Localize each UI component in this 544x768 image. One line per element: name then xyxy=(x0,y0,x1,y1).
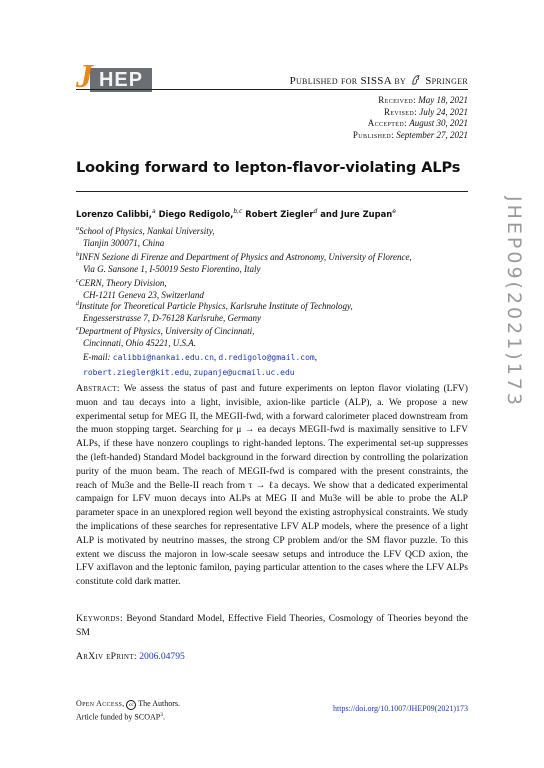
cc-icon: cc xyxy=(126,700,136,710)
affiliation-b: $^b$INFN Sezione di Firenze and Department of Physics and Astronomy, University of Florence, Via G. Sansone 1, I-50019 Sesto Fiorentino, Italy xyxy=(76,252,412,275)
date-published: Published: September 27, 2021 xyxy=(352,129,468,140)
email-block: E-mail: calibbi@nankai.edu.cn, d.redigolo@gmail.com, robert.ziegler@kit.edu, zupanje@ucmail.uc.edu xyxy=(76,350,468,380)
publisher-text: Published for SISSA by xyxy=(289,75,407,87)
springer-horse-icon xyxy=(410,74,421,85)
abstract xyxy=(76,382,468,589)
keywords-text: Beyond Standard Model, Effective Field Theories, Cosmology of Theories beyond the SM xyxy=(76,613,468,638)
arxiv-line xyxy=(76,651,185,662)
email-link[interactable]: d.redigolo@gmail.com xyxy=(218,353,315,362)
date-revised: Revised: July 24, 2021 xyxy=(383,106,468,117)
doi-link[interactable]: https://doi.org/10.1007/JHEP09(2021)173 xyxy=(333,704,468,713)
jhep-logo-hep-block: HEP xyxy=(90,68,152,92)
title-rule xyxy=(76,191,468,192)
email-link[interactable]: robert.ziegler@kit.edu xyxy=(83,368,189,377)
author-name: Diego Redigolo, xyxy=(158,208,234,219)
header-rule xyxy=(76,89,468,90)
date-accepted: Accepted: August 30, 2021 xyxy=(367,118,468,128)
jhep-logo-j: J xyxy=(76,58,93,95)
publisher-name: Springer xyxy=(425,75,468,87)
affiliation-e: $^e$Department of Physics, University of Cincinnati, Cincinnati, Ohio 45221, U.S.A. xyxy=(76,326,255,349)
author-name: Lorenzo Calibbi, xyxy=(76,208,152,219)
funded-note: Article funded by SCOAP xyxy=(76,712,161,722)
email-link[interactable]: zupanje@ucmail.uc.edu xyxy=(193,368,295,377)
authors-note: The Authors. xyxy=(138,699,181,708)
affiliation-d: $^d$Institute for Theoretical Particle Physics, Karlsruhe Institute of Technology, Engesserstrasse 7, D-76128 Karlsruhe, Germany xyxy=(76,301,353,324)
date-received: Received: May 18, 2021 xyxy=(378,95,468,105)
email-label: E-mail: xyxy=(83,352,111,362)
open-access-label: Open Access, xyxy=(76,699,125,708)
author-name: and Jure Zupan xyxy=(320,208,393,219)
arxiv-link[interactable]: 2006.04795 xyxy=(139,651,185,662)
abstract-label: Abstract: xyxy=(76,383,120,394)
author-list: Lorenzo Calibbi,$^a$ Diego Redigolo,$^{b,c}$ Robert Ziegler$^d$ and Jure Zupan$^e$ xyxy=(76,208,396,219)
abstract-text: We assess the status of past and future experiments on lepton flavor violating (LFV) muon and tau decays into a light, invisible, axion-like particle (ALP), a. We propose a new experimental setup for MEG II, the MEGII-fwd, with a forward calorimeter placed downstream from the muon stopping target. Searching for μ → ea decays MEGII-fwd is maximally sensitive to LFV ALPs, if these have nonzero couplings to right-handed leptons. The experimental set-up suppresses the (left-handed) Standard Model background in the forward direction by controlling the polarization purity of the muon beam. The reach of MEGII-fwd is compared with the present constraints, the reach of Mu3e and the Belle-II reach from τ → ℓa decays. We show that a dedicated experimental campaign for LFV muon decays into ALPs at MEG II and Mu3e will be able to probe the ALP parameter space in an unexplored region well beyond the existing astrophysical constraints. We study the implications of these searches for representative LFV ALP models, where the presence of a light ALP is motivated by neutrino masses, the strong CP problem and/or the SM flavor puzzle. To this extent we discuss the majoron in low-scale seesaw setups and introduce the LFV QCD axion, the LFV axiflavon and the leptonic familon, paying particular attention to the cases where the LFV ALPs constitute cold dark matter. xyxy=(76,383,468,588)
side-stamp xyxy=(497,196,527,466)
side-stamp-text: JHEP09(2021)173 xyxy=(503,196,525,408)
publisher-line xyxy=(290,74,468,87)
paper-title: Looking forward to lepton-flavor-violating ALPs xyxy=(76,160,461,176)
keywords xyxy=(76,612,468,640)
email-link[interactable]: calibbi@nankai.edu.cn xyxy=(112,353,214,362)
author-name: Robert Ziegler xyxy=(245,208,314,219)
publication-dates xyxy=(353,95,468,141)
affiliation-c: $^c$CERN, Theory Division, CH-1211 Geneva 23, Switzerland xyxy=(76,278,204,301)
footer-license: Open Access, cc The Authors. Article funded by SCOAP$^3$. xyxy=(76,699,181,722)
arxiv-label: ArXiv ePrint: xyxy=(76,651,137,662)
affiliation-a: $^a$School of Physics, Nankai University, Tianjin 300071, China xyxy=(76,226,215,249)
keywords-label: Keywords: xyxy=(76,613,123,624)
